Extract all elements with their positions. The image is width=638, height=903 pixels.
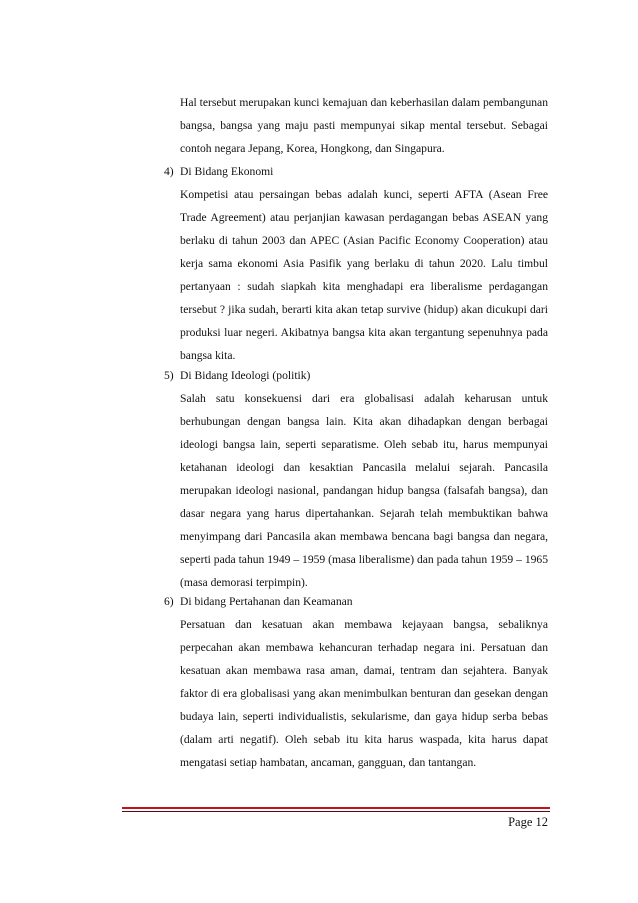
list-item-title: Di Bidang Ideologi (politik) [180,369,311,382]
list-item-body: Persatuan dan kesatuan akan membawa kejayaan bangsa, sebaliknya perpecahan akan membawa kehancuran terhadap negara ini. Persatuan dan kesatuan akan membawa rasa aman, damai, tentram dan sejahtera. Banyak faktor di era globalisasi yang akan menimbulkan benturan dan gesekan dengan budaya lain, seperti individualistis, sekularisme, dan gaya hidup serba bebas (dalam arti negatif). Oleh sebab itu kita harus waspada, kita harus dapat mengatasi setiap hambatan, ancaman, gangguan, dan tantangan. [180,618,548,769]
list-item-title: Di bidang Pertahanan dan Keamanan [180,595,353,608]
list-item-ideologi [164,364,548,594]
list-item-heading [164,590,548,613]
list-item-heading [164,364,548,387]
intro-paragraph: Hal tersebut merupakan kunci kemajuan dan keberhasilan dalam pembangunan bangsa, bangsa yang maju pasti mempunyai sikap mental tersebut. Sebagai contoh negara Jepang, Korea, Hongkong, dan Singapura. [180,96,548,155]
list-item-number: 5) [164,369,174,382]
footer-rule-dark [122,811,550,812]
list-item-pertahanan [164,590,548,774]
footer-divider [122,807,550,812]
list-item-body: Kompetisi atau persaingan bebas adalah kunci, seperti AFTA (Asean Free Trade Agreement) atau perjanjian kawasan perdagangan bebas ASEAN yang berlaku di tahun 2003 dan APEC (Asian Pacific Economy Cooperation) atau kerja sama ekonomi Asia Pasifik yang berlaku di tahun 2020. Lalu timbul pertanyaan : sudah siapkah kita menghadapi era liberalisme perdagangan tersebut ? jika sudah, berarti kita akan tetap survive (hidup) akan dicukupi dari produksi luar negeri. Akibatnya bangsa kita akan tergantung sepenuhnya pada bangsa kita. [180,188,548,362]
list-item-title: Di Bidang Ekonomi [180,165,274,178]
list-item-number: 4) [164,165,174,178]
footer-rule-red [122,807,550,809]
list-item-body: Salah satu konsekuensi dari era globalisasi adalah keharusan untuk berhubungan dengan bangsa lain. Kita akan dihadapkan dengan berbagai ideologi bangsa lain, seperti separatisme. Oleh sebab itu, harus mempunyai ketahanan ideologi dan kesaktian Pancasila melalui sejarah. Pancasila merupakan ideologi nasional, pandangan hidup bangsa (falsafah bangsa), dan dasar negara yang harus dipertahankan. Sejarah telah membuktikan bahwa menyimpang dari Pancasila akan membawa bencana bagi bangsa dan negara, seperti pada tahun 1949 – 1959 (masa liberalisme) dan pada tahun 1959 – 1965 (masa demorasi terpimpin). [180,392,549,589]
list-item-number: 6) [164,595,174,608]
list-item-heading [164,160,548,183]
page-number: Page 12 [508,815,548,829]
list-item-ekonomi [164,160,548,367]
